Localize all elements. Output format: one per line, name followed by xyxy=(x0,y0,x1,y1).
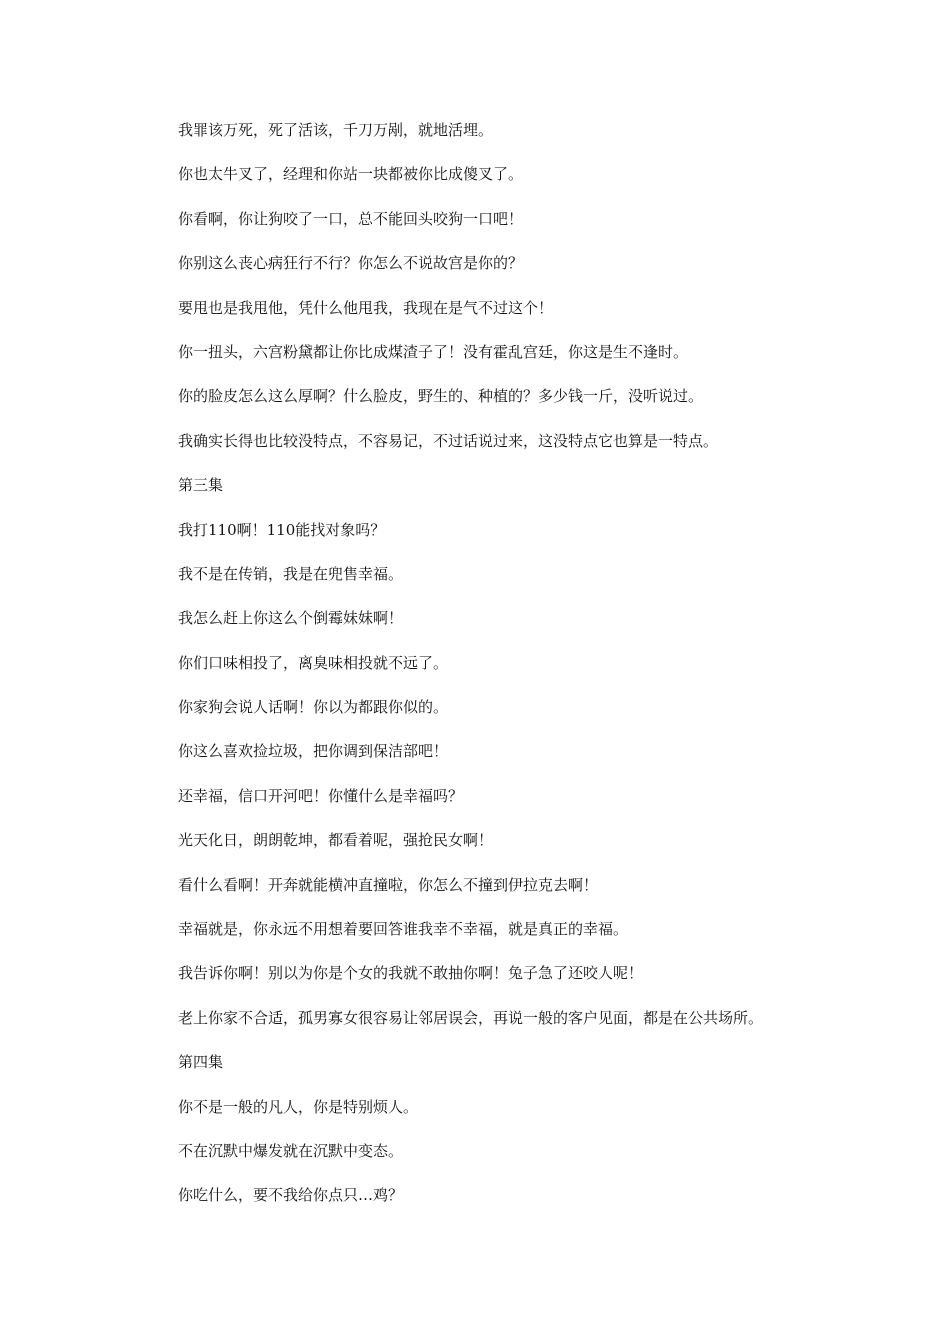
text-line: 老上你家不合适，孤男寡女很容易让邻居误会，再说一般的客户见面，都是在公共场所。 xyxy=(178,1008,764,1027)
text-line: 你别这么丧心病狂行不行？你怎么不说故宫是你的？ xyxy=(178,254,524,273)
text-line: 我确实长得也比较没特点，不容易记，不过话说过来，这没特点它也算是一特点。 xyxy=(178,431,719,450)
text-line: 我怎么赶上你这么个倒霉妹妹啊！ xyxy=(178,609,404,628)
text-line: 你家狗会说人话啊！你以为都跟你似的。 xyxy=(178,698,449,717)
text-line: 你吃什么，要不我给你点只…鸡？ xyxy=(178,1186,404,1205)
document-body xyxy=(178,118,838,1228)
text-line: 光天化日，朗朗乾坤，都看着呢，强抢民女啊！ xyxy=(178,831,494,850)
text-line: 你的脸皮怎么这么厚啊？什么脸皮，野生的、种植的？多少钱一斤，没听说过。 xyxy=(178,387,704,406)
text-line: 不在沉默中爆发就在沉默中变态。 xyxy=(178,1141,404,1160)
text-line: 你不是一般的凡人，你是特别烦人。 xyxy=(178,1097,419,1116)
text-line: 你这么喜欢捡垃圾，把你调到保洁部吧！ xyxy=(178,742,449,761)
text-line: 还幸福，信口开河吧！你懂什么是幸福吗？ xyxy=(178,786,464,805)
text-line: 我罪该万死，死了活该，千刀万剐，就地活埋。 xyxy=(178,121,494,139)
text-line: 你一扭头，六宫粉黛都让你比成煤渣子了！没有霍乱宫廷，你这是生不逢时。 xyxy=(178,342,689,361)
episode-heading: 第四集 xyxy=(178,1053,224,1072)
text-line: 我不是在传销，我是在兜售幸福。 xyxy=(178,564,404,583)
text-line: 我打110啊！110能找对象吗？ xyxy=(178,520,386,539)
text-line: 你们口味相投了，离臭味相投就不远了。 xyxy=(178,653,449,672)
text-line: 看什么看啊！开奔就能横冲直撞啦，你怎么不撞到伊拉克去啊！ xyxy=(178,875,599,894)
episode-heading: 第三集 xyxy=(178,476,224,495)
text-line: 你也太牛叉了，经理和你站一块都被你比成傻叉了。 xyxy=(178,165,524,184)
text-line: 要甩也是我甩他，凭什么他甩我，我现在是气不过这个！ xyxy=(178,298,554,317)
text-line: 你看啊，你让狗咬了一口，总不能回头咬狗一口吧！ xyxy=(178,209,524,228)
text-line: 幸福就是，你永远不用想着要回答谁我幸不幸福，就是真正的幸福。 xyxy=(178,920,629,939)
text-line: 我告诉你啊！别以为你是个女的我就不敢抽你啊！兔子急了还咬人呢！ xyxy=(178,964,644,983)
